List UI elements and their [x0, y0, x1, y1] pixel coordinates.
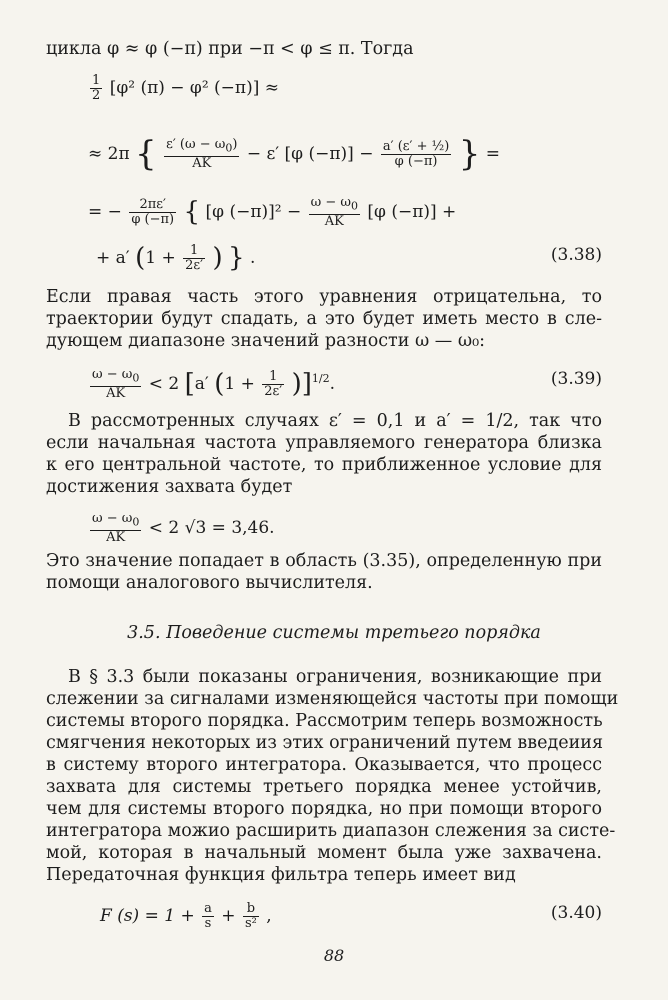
right-paren: ) — [291, 368, 302, 399]
equation-text: [φ² (π) − φ² (−π)] ≈ — [109, 78, 280, 98]
fraction-half: $\frac{1}{2}$ — [92, 73, 101, 103]
equation-text: < 2 √3 = 3,46. — [148, 517, 275, 538]
left-paren: ( — [135, 243, 146, 273]
fraction-one-over-2eps: $\frac{1}{2\varepsilon'}$ — [264, 368, 283, 399]
equation-text: [φ (−π)]² − — [205, 201, 302, 222]
fraction-eps-omega: $\frac{\varepsilon' (\omega - \omega_0)}{AK}$ — [166, 137, 238, 171]
fraction-omega-ak: $\frac{\omega - \omega_0}{AK}$ — [310, 195, 358, 229]
equation-text: [φ (−π)] + — [367, 201, 457, 222]
text-line: достижения захвата будет — [46, 477, 293, 497]
equation-3-38-line-1 — [88, 74, 279, 103]
left-brace: { — [183, 196, 201, 227]
equation-text: F (s) = 1 + — [100, 906, 195, 926]
text-line: В рассмотренных случаях ε′ = 0,1 и a′ = 1/2, так что — [68, 411, 602, 431]
equation-3-38-line-4: + a′ (1 + $\frac{1}{2\varepsilon'}$ ) } . — [96, 243, 256, 273]
text-line: В § 3.3 были показаны ограничения, возникающие при — [68, 667, 602, 687]
text-line: захвата для системы третьего порядка менее устойчив, — [46, 777, 602, 797]
text-line: к его центральной частоте, то приближенное условие для — [46, 455, 602, 475]
fraction-2pi-eps: $\frac{2\pi\varepsilon'}{\varphi (-\pi)}$ — [131, 196, 175, 227]
equation-3-38-line-3 — [88, 196, 456, 229]
fraction-alpha-eps: $\frac{\text{a′ (ε′ + ½)}}{\varphi (-\pi)}$ — [382, 138, 450, 169]
text-line: траектории будут спадать, а это будет иметь место в сле- — [46, 309, 602, 329]
left-brace: { — [135, 133, 157, 174]
equation-number-3-38: (3.38) — [550, 245, 602, 265]
text-line: слежении за сигналами изменяющейся частоты при помощи — [46, 689, 619, 709]
text-line: Передаточная функция фильтра теперь имеет вид — [46, 865, 516, 885]
equation-text: , — [266, 906, 272, 926]
equation-text: − ε′ [φ (−π)] − — [246, 143, 374, 164]
fraction-b-over-s2: $\frac{b}{\text{s²}}$ — [244, 901, 257, 931]
text-line: помощи аналогового вычислителя. — [46, 573, 373, 593]
equation-3-40: F (s) = 1 + $\frac{a}{s}$ + $\frac{b}{\text{s²}}$ , — [100, 901, 272, 931]
text-line: дующем диапазоне значений разности ω — ω₀: — [46, 331, 486, 351]
fraction-omega-ak: $\frac{\omega - \omega_0}{AK}$ — [92, 367, 140, 401]
equation-condition — [88, 512, 275, 545]
equation-text: = − — [88, 201, 122, 222]
text-line: смягчения некоторых из этих ограничений путем введеиия — [46, 733, 603, 753]
right-paren: ) — [212, 243, 223, 273]
fraction-omega-ak: $\frac{\omega - \omega_0}{AK}$ — [92, 511, 140, 545]
text-line: цикла φ ≈ φ (−π) при −π < φ ≤ π. Тогда — [46, 39, 414, 59]
equation-text: ≈ 2π — [88, 143, 130, 164]
left-paren: ( — [214, 368, 225, 399]
page-number: 88 — [323, 946, 345, 965]
text-line: системы второго порядка. Рассмотрим теперь возможность — [46, 711, 603, 731]
text-line: Это значение попадает в область (3.35), определенную при — [46, 551, 602, 571]
fraction-one-over-2eps: $\frac{1}{2\varepsilon'}$ — [185, 243, 204, 273]
section-heading: 3.5. Поведение системы третьего порядка — [127, 623, 541, 643]
equation-3-38-line-2 — [88, 133, 500, 174]
text-line: мой, которая в начальный момент была уже захвачена. — [46, 843, 602, 863]
fraction-a-over-s: $\frac{a}{s}$ — [204, 901, 212, 931]
right-brace: } — [228, 243, 245, 273]
equation-3-39: $\frac{\omega - \omega_0}{AK}$ < 2 [a′ (1 + $\frac{1}{2\varepsilon'}$ )]$^{1/2}$. — [92, 367, 336, 401]
text-line: в систему второго интегратора. Оказывается, что процесс — [46, 755, 602, 775]
text-line: если начальная частота управляемого генератора близка — [46, 433, 602, 453]
equation-text: = — [485, 143, 500, 164]
left-bracket: [ — [184, 368, 195, 399]
exponent: 1/2 — [311, 372, 330, 386]
text-line: Если правая часть этого уравнения отрицательна, то — [46, 287, 602, 307]
equation-number-3-39: (3.39) — [550, 369, 602, 389]
text-line: интегратора можио расширить диапазон слежения за систе- — [46, 821, 616, 841]
text-line: чем для системы второго порядка, но при помощи второго — [46, 799, 602, 819]
right-bracket: ] — [301, 368, 312, 399]
right-brace: } — [458, 133, 481, 174]
equation-number-3-40: (3.40) — [550, 903, 602, 923]
equation-text: + a′ — [96, 248, 130, 268]
equation-text: < 2 — [148, 373, 180, 394]
